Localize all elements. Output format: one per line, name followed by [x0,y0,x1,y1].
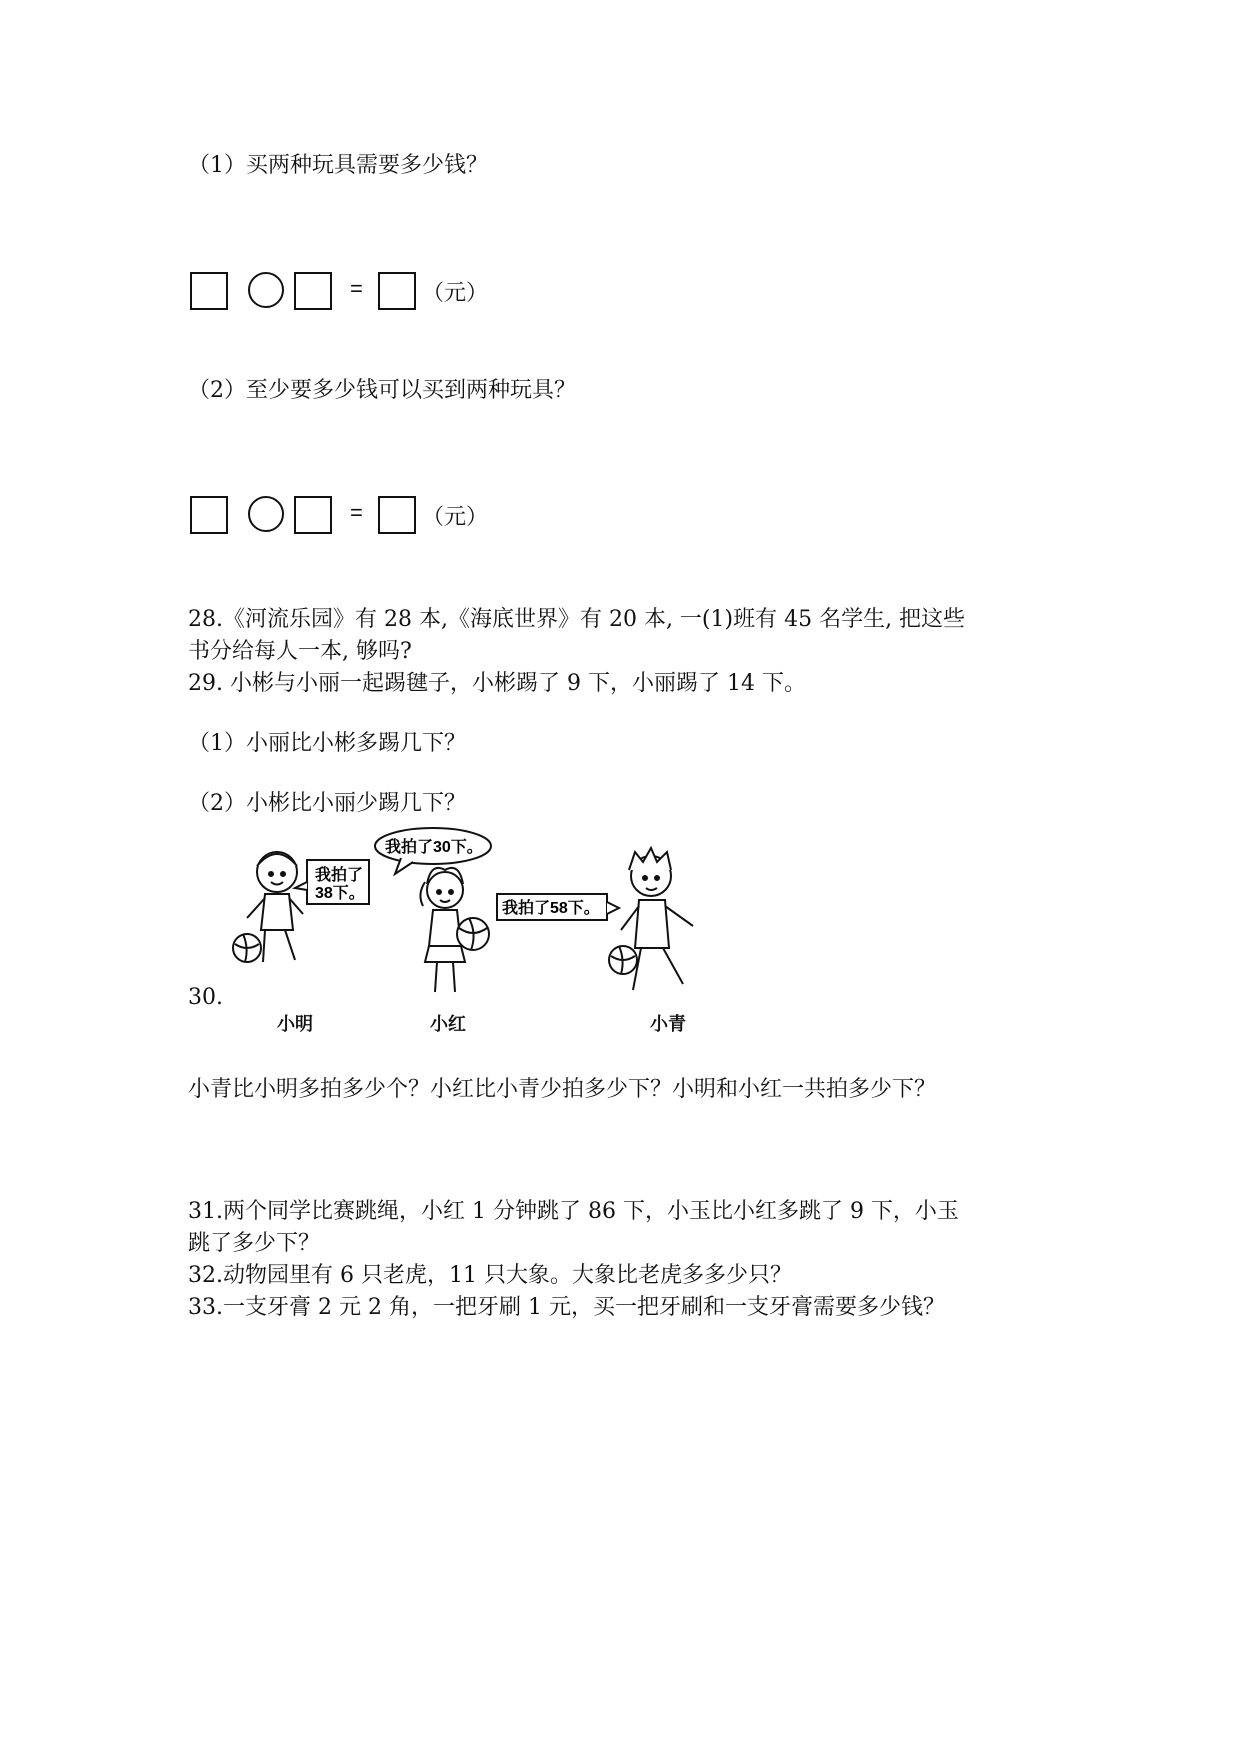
speech-qing: 我拍了58下。 [502,900,600,917]
q33-line: 33.一支牙膏 2 元 2 角，一把牙刷 1 元，买一把牙刷和一支牙膏需要多少钱？ [188,1295,945,1320]
answer-box[interactable] [294,272,332,310]
unit-label: （元） [422,281,489,306]
q30-question: 小青比小明多拍多少个？小红比小青少拍多少下？小明和小红一共拍多少下？ [188,1077,937,1102]
boy-qing-drawing [609,848,693,990]
children-figure-svg [225,822,795,1040]
q28-line2: 书分给每人一本, 够吗? [188,639,412,664]
answer-equation-1 [190,272,510,312]
ball-bouncing-illustration [225,822,795,1040]
operator-circle[interactable] [248,272,284,308]
q31-line1: 31.两个同学比赛跳绳，小红 1 分钟跳了 86 下，小玉比小红多跳了 9 下，小玉 [188,1199,959,1224]
unit-label: （元） [422,505,489,530]
name-hong: 小红 [430,1014,466,1034]
girl-hong-drawing [420,868,489,992]
boy-ming-drawing [233,852,303,962]
result-box[interactable] [378,496,416,534]
speech-ming-line1: 我拍了 [315,867,364,884]
operator-circle[interactable] [248,496,284,532]
q30-number: 30. [188,985,223,1010]
name-ming: 小明 [277,1014,313,1034]
answer-box[interactable] [190,496,228,534]
q27-sub2-text: （2）至少要多少钱可以买到两种玩具？ [188,378,576,403]
q28-line1: 28.《河流乐园》有 28 本,《海底世界》有 20 本, 一(1)班有 45 名学生, 把这些 [188,607,966,632]
equals-sign: = [350,500,363,525]
q31-line2: 跳了多少下？ [188,1231,321,1256]
q27-sub1-text: （1）买两种玩具需要多少钱？ [188,153,488,178]
q29-line: 29. 小彬与小丽一起踢毽子，小彬踢了 9 下，小丽踢了 14 下。 [188,671,806,696]
equals-sign: = [350,276,363,301]
name-qing: 小青 [650,1014,686,1034]
q29-sub2: （2）小彬比小丽少踢几下？ [188,791,466,816]
answer-equation-2 [190,496,510,536]
answer-box[interactable] [294,496,332,534]
q32-line: 32.动物园里有 6 只老虎，11 只大象。大象比老虎多多少只？ [188,1263,792,1288]
speech-ming-line2: 38下。 [315,885,365,902]
answer-box[interactable] [190,272,228,310]
result-box[interactable] [378,272,416,310]
speech-hong: 我拍了30下。 [385,839,483,856]
q29-sub1: （1）小丽比小彬多踢几下？ [188,731,466,756]
